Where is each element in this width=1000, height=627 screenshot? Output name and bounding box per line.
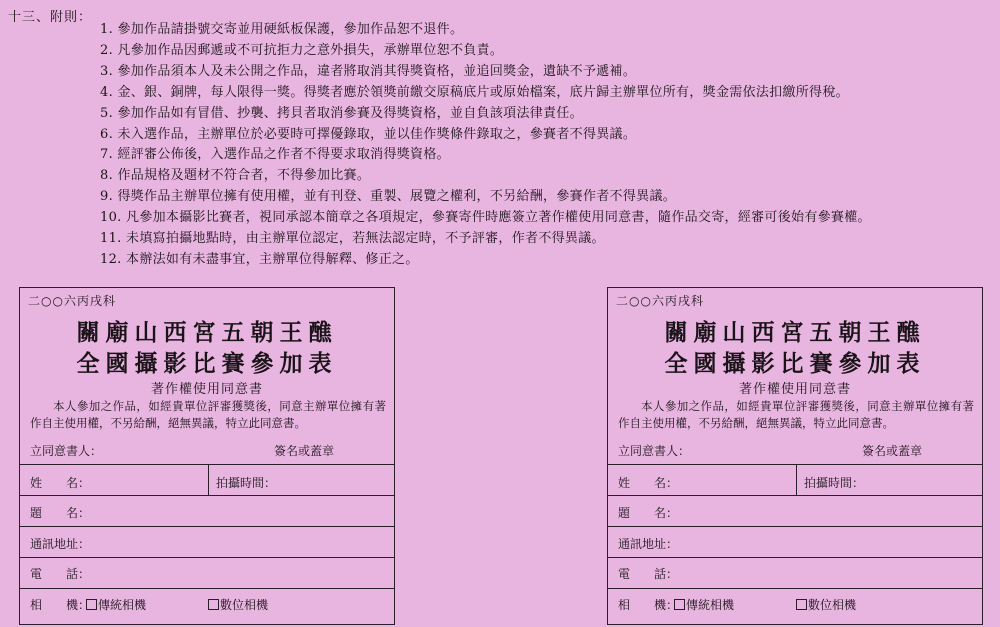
rule-item bbox=[100, 104, 871, 125]
rule-text: 參加作品如有冒借、抄襲、拷貝者取消參賽及得獎資格，並自負該項法律責任。 bbox=[117, 105, 583, 121]
rule-text: 凡參加本攝影比賽者，視同承認本簡章之各項規定，參賽寄件時應簽立著作權使用同意書，隨作品交寄，經審可後始有參賽權。 bbox=[126, 210, 871, 226]
divider bbox=[208, 465, 209, 496]
edition-label: 二○○六丙戌科 bbox=[28, 294, 116, 308]
rule-number: 7. bbox=[100, 147, 114, 163]
form-title-line1: 關廟山西宮五朝王醮 bbox=[664, 319, 926, 346]
signer-label: 立同意書人： bbox=[30, 444, 103, 458]
phone-field[interactable]: 電 話： bbox=[30, 567, 91, 581]
rule-number: 4. bbox=[100, 84, 114, 100]
divider bbox=[608, 464, 982, 465]
divider bbox=[20, 588, 394, 589]
divider bbox=[20, 557, 394, 558]
camera-label: 相 機： bbox=[618, 598, 679, 612]
rule-number: 2. bbox=[100, 42, 114, 58]
camera-label: 相 機： bbox=[30, 598, 91, 612]
rule-item bbox=[100, 166, 871, 187]
consent-heading: 著作權使用同意書 bbox=[150, 382, 263, 397]
rule-text: 金、銀、銅牌，每人限得一獎。得獎者應於領獎前繳交原稿底片或原始檔案，底片歸主辦單位所有，獎金需依法扣繳所得稅。 bbox=[117, 84, 849, 100]
section-title: 十三、附則： bbox=[8, 10, 93, 25]
rule-item bbox=[100, 62, 871, 83]
camera-option-film[interactable] bbox=[86, 596, 146, 613]
rule-item bbox=[100, 83, 871, 104]
phone-field[interactable]: 電 話： bbox=[618, 567, 679, 581]
rule-number: 12. bbox=[100, 251, 122, 267]
rule-item bbox=[100, 250, 871, 271]
checkbox-icon[interactable] bbox=[674, 599, 685, 610]
name-field[interactable]: 姓 名： bbox=[618, 476, 679, 490]
divider bbox=[608, 495, 982, 496]
rule-text: 得獎作品主辦單位擁有使用權，並有刊登、重製、展覽之權利，不另給酬，參賽作者不得異議。 bbox=[117, 189, 677, 205]
checkbox-icon[interactable] bbox=[796, 599, 807, 610]
divider bbox=[20, 495, 394, 496]
rule-item bbox=[100, 125, 871, 146]
camera-option-digital[interactable] bbox=[796, 596, 856, 613]
camera-option-film[interactable] bbox=[674, 596, 734, 613]
signer-label: 立同意書人： bbox=[618, 444, 691, 458]
rule-number: 6. bbox=[100, 126, 114, 142]
address-field[interactable]: 通訊地址： bbox=[30, 537, 91, 551]
address-field[interactable]: 通訊地址： bbox=[618, 537, 679, 551]
camera-option-digital[interactable] bbox=[208, 596, 268, 613]
rule-number: 10. bbox=[100, 210, 122, 226]
divider bbox=[796, 465, 797, 496]
rule-item bbox=[100, 229, 871, 250]
rule-text: 凡參加作品因郵遞或不可抗拒力之意外損失，承辦單位恕不負責。 bbox=[117, 42, 504, 58]
subject-field[interactable]: 題 名： bbox=[30, 506, 91, 520]
divider bbox=[20, 526, 394, 527]
rule-number: 1. bbox=[100, 22, 114, 37]
rule-text: 本辦法如有未盡事宜，主辦單位得解釋、修正之。 bbox=[126, 251, 419, 267]
rule-item bbox=[100, 187, 871, 208]
checkbox-icon[interactable] bbox=[208, 599, 219, 610]
rule-number: 9. bbox=[100, 189, 114, 205]
consent-heading: 著作權使用同意書 bbox=[738, 382, 851, 397]
divider bbox=[608, 588, 982, 589]
rule-text: 參加作品須本人及未公開之作品，違者將取消其得獎資格，並追回獎金，遺缺不予遞補。 bbox=[117, 63, 637, 79]
camera-option-label: 數位相機 bbox=[220, 598, 269, 612]
entry-form-right bbox=[607, 287, 983, 625]
rule-text: 未入選作品，主辦單位於必要時可擇優錄取，並以佳作獎條件錄取之，參賽者不得異議。 bbox=[117, 126, 637, 142]
form-title-line2: 全國攝影比賽參加表 bbox=[76, 350, 338, 377]
rule-item bbox=[100, 208, 871, 229]
form-title-line1: 關廟山西宮五朝王醮 bbox=[76, 319, 338, 346]
rule-text: 經評審公佈後，入選作品之作者不得要求取消得獎資格。 bbox=[117, 147, 450, 163]
shoot-time-field[interactable]: 拍攝時間： bbox=[216, 476, 277, 490]
camera-option-label: 數位相機 bbox=[808, 598, 857, 612]
camera-option-label: 傳統相機 bbox=[98, 598, 147, 612]
name-field[interactable]: 姓 名： bbox=[30, 476, 91, 490]
rule-number: 5. bbox=[100, 105, 114, 121]
rule-text: 未填寫拍攝地點時，由主辦單位認定，若無法認定時，不予評審，作者不得異議。 bbox=[126, 231, 605, 247]
sign-note: 簽名或蓋章 bbox=[862, 444, 923, 458]
edition-label: 二○○六丙戌科 bbox=[616, 294, 704, 308]
rule-text: 參加作品請掛號交寄並用硬紙板保護，參加作品恕不退件。 bbox=[117, 22, 464, 37]
shoot-time-field[interactable]: 拍攝時間： bbox=[804, 476, 865, 490]
rule-text: 作品規格及題材不符合者，不得參加比賽。 bbox=[117, 168, 371, 184]
camera-option-label: 傳統相機 bbox=[686, 598, 735, 612]
rules-list bbox=[100, 20, 871, 271]
checkbox-icon[interactable] bbox=[86, 599, 97, 610]
rule-number: 11. bbox=[100, 231, 122, 247]
rule-number: 8. bbox=[100, 168, 114, 184]
subject-field[interactable]: 題 名： bbox=[618, 506, 679, 520]
consent-text: 本人參加之作品，如經貴單位評審獲獎後，同意主辦單位擁有著作自主使用權，不另給酬，絕無異議，特立此同意書。 bbox=[618, 399, 974, 430]
rule-item bbox=[100, 41, 871, 62]
rule-item bbox=[100, 20, 871, 41]
divider bbox=[20, 464, 394, 465]
rule-number: 3. bbox=[100, 63, 114, 79]
divider bbox=[608, 557, 982, 558]
entry-form-left bbox=[19, 287, 395, 625]
divider bbox=[608, 526, 982, 527]
sign-note: 簽名或蓋章 bbox=[274, 444, 335, 458]
rule-item bbox=[100, 145, 871, 166]
form-title-line2: 全國攝影比賽參加表 bbox=[664, 350, 926, 377]
consent-text: 本人參加之作品，如經貴單位評審獲獎後，同意主辦單位擁有著作自主使用權，不另給酬，絕無異議，特立此同意書。 bbox=[30, 399, 386, 430]
